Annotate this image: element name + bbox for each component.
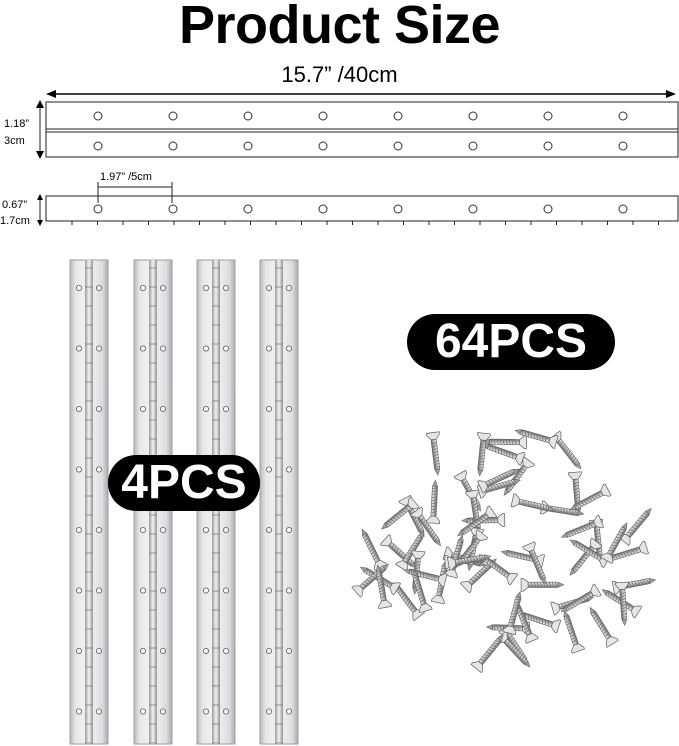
hinge-hole <box>203 588 208 593</box>
hinge-hole <box>394 205 402 213</box>
hinge-hole <box>286 406 291 411</box>
screw <box>426 432 444 476</box>
hinge-hole <box>140 527 145 532</box>
hinge-hole <box>160 648 165 653</box>
hinge-hole <box>266 648 271 653</box>
hinge-hole <box>169 205 177 213</box>
hinge-hole <box>94 142 102 150</box>
screw <box>427 480 442 524</box>
hinge-hole <box>223 588 228 593</box>
open-hinge-holes <box>94 112 627 150</box>
hinge-hole <box>96 588 101 593</box>
hinge-hole <box>319 205 327 213</box>
hinge-hole <box>286 346 291 351</box>
hinge-hole <box>619 205 627 213</box>
hinge-hole <box>266 709 271 714</box>
hinge-hole <box>203 346 208 351</box>
hinge-hole <box>223 346 228 351</box>
screw-pile <box>352 424 657 673</box>
hinge-hole <box>319 112 327 120</box>
screw <box>558 608 584 653</box>
piano-hinge <box>70 260 108 744</box>
length-dimension-label: 15.7” /40cm <box>281 62 398 87</box>
closed-hinge-drawing <box>40 196 678 225</box>
open-width-inch-label: 1.18” <box>4 118 30 130</box>
hinge-count-badge: 4PCS <box>108 455 260 511</box>
hinge-hole <box>223 406 228 411</box>
hinge-hole <box>94 205 102 213</box>
hinge-hole <box>160 709 165 714</box>
hinge-hole <box>140 346 145 351</box>
hole-spacing-label: 1.97” /5cm <box>100 171 152 183</box>
hinge-hole <box>244 205 252 213</box>
hinge-hole <box>160 346 165 351</box>
closed-width-cm-label: 1.7cm <box>0 215 30 227</box>
screw <box>523 542 552 587</box>
hinge-hole <box>469 142 477 150</box>
hinge-hole <box>76 285 81 290</box>
hinge-hole <box>160 285 165 290</box>
hinge-hole <box>140 588 145 593</box>
hinge-hole <box>203 709 208 714</box>
hinge-hole <box>223 285 228 290</box>
hinge-hole <box>96 527 101 532</box>
piano-hinge <box>260 260 298 744</box>
hinge-hole <box>223 648 228 653</box>
closed-hinge-holes <box>94 205 627 213</box>
hinge-hole <box>319 142 327 150</box>
hinge-hole <box>203 527 208 532</box>
length-arrow <box>46 90 676 98</box>
hinge-hole <box>286 285 291 290</box>
open-width-cm-label: 3cm <box>4 135 25 147</box>
hinge-hole <box>76 709 81 714</box>
hinge-hole <box>169 142 177 150</box>
screw <box>584 604 618 647</box>
hinge-hole <box>286 709 291 714</box>
hinge-hole <box>140 648 145 653</box>
hinge-hole <box>96 346 101 351</box>
hinge-hole <box>76 648 81 653</box>
hinge-hole <box>544 205 552 213</box>
hinge-hole <box>140 709 145 714</box>
hinge-hole <box>140 406 145 411</box>
hinge-hole <box>266 527 271 532</box>
screw <box>356 526 387 570</box>
hinge-hole <box>244 142 252 150</box>
hinge-hole <box>96 406 101 411</box>
hinge-hole <box>203 285 208 290</box>
hinge-hole <box>619 142 627 150</box>
hinge-hole <box>223 527 228 532</box>
open-hinge-drawing <box>40 102 678 157</box>
screw-count-badge: 64PCS <box>407 314 615 370</box>
hinge-hole <box>160 527 165 532</box>
hinge-hole <box>160 406 165 411</box>
hinge-hole <box>544 112 552 120</box>
hinge-hole <box>266 285 271 290</box>
hinge-hole <box>266 406 271 411</box>
hinge-hole <box>394 142 402 150</box>
hinge-hole <box>94 112 102 120</box>
hinge-hole <box>203 648 208 653</box>
hinge-hole <box>266 346 271 351</box>
hinge-hole <box>286 527 291 532</box>
closed-width-inch-label: 0.67” <box>2 199 28 211</box>
screw <box>511 494 556 516</box>
page-title: Product Size <box>178 0 501 55</box>
hinge-hole <box>286 467 291 472</box>
hinge-hole <box>394 112 402 120</box>
closed-hinge-knuckle-ticks <box>72 221 659 225</box>
hinge-hole <box>203 406 208 411</box>
hinge-hole <box>76 527 81 532</box>
hinge-hole <box>469 205 477 213</box>
hinge-hole <box>286 648 291 653</box>
hinge-hole <box>76 346 81 351</box>
hinge-hole <box>76 406 81 411</box>
hinge-hole <box>96 648 101 653</box>
hinge-hole <box>286 588 291 593</box>
screw <box>352 559 393 597</box>
hinge-hole <box>96 285 101 290</box>
hinge-hole <box>469 112 477 120</box>
hinge-hole <box>140 285 145 290</box>
hinge-hole <box>169 112 177 120</box>
screw <box>473 433 490 477</box>
hinge-hole <box>544 142 552 150</box>
hinge-hole <box>223 709 228 714</box>
hinge-hole <box>160 588 165 593</box>
hinge-hole <box>76 467 81 472</box>
screw <box>471 631 508 673</box>
screw <box>567 534 611 567</box>
hinge-hole <box>266 588 271 593</box>
hinge-hole <box>619 112 627 120</box>
hinge-hole <box>244 112 252 120</box>
hinge-hole <box>76 588 81 593</box>
hinge-hole <box>96 709 101 714</box>
hinge-hole <box>266 467 271 472</box>
hinge-hole <box>96 467 101 472</box>
hole-spacing-bracket <box>98 182 172 203</box>
